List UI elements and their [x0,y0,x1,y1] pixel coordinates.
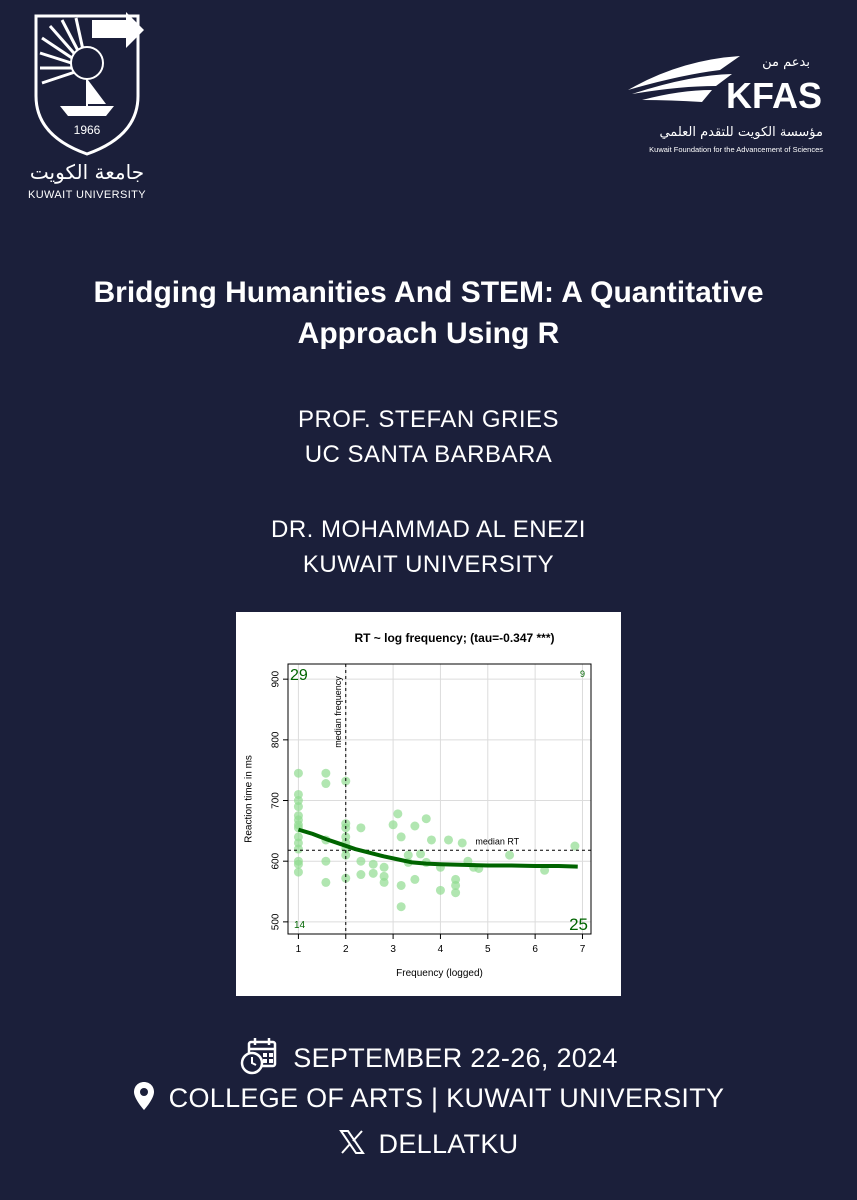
speaker-affiliation: KUWAIT UNIVERSITY [302,551,555,578]
event-venue-text: COLLEGE OF ARTS | KUWAIT UNIVERSITY [168,1083,725,1114]
data-point [458,838,467,847]
event-title-line2: Approach Using R [297,317,560,350]
data-point [321,878,330,887]
map-pin-icon [133,1081,155,1119]
calendar-clock-icon [239,1036,279,1084]
quadrant-count-bottom-right: 25 [569,915,588,934]
y-axis-label: Reaction time in ms [243,755,255,843]
x-tick-label: 7 [579,944,586,955]
data-point [380,863,389,872]
data-point [294,868,303,877]
data-point [369,860,378,869]
data-point [436,886,445,895]
chart-figure [236,612,621,996]
y-tick-label: 900 [270,670,282,688]
y-tick-label: 500 [270,913,282,931]
x-logo-icon [339,1129,365,1163]
data-point [570,842,579,851]
social-handle-text[interactable]: DELLATKU [378,1129,519,1159]
data-point [321,779,330,788]
data-point [294,845,303,854]
ku-name-english: KUWAIT UNIVERSITY [27,189,147,201]
data-point [397,902,406,911]
speaker-1 [0,402,857,472]
y-tick-label: 800 [270,731,282,749]
x-tick-label: 3 [390,944,396,955]
data-point [389,820,398,829]
data-point [356,870,365,879]
event-date [0,1036,857,1084]
event-title [20,272,837,354]
ku-year: 1966 [73,123,101,137]
data-point [444,835,453,844]
social-handle[interactable] [0,1127,857,1163]
ku-name-arabic: جامعة الكويت [29,160,145,184]
median-rt-label: median RT [475,836,520,847]
quadrant-count-bottom-left: 14 [294,920,306,931]
x-tick-label: 1 [295,944,302,955]
kfas-supported-by: بدعم من [762,55,810,70]
speaker-name: PROF. STEFAN GRIES [297,406,560,433]
data-point [505,851,514,860]
x-axis-label: Frequency (logged) [396,968,483,979]
data-point [397,881,406,890]
y-tick-label: 700 [270,792,282,809]
data-point [294,860,303,869]
data-point [321,857,330,866]
x-tick-label: 6 [532,944,538,955]
data-point [422,814,431,823]
speaker-2 [0,512,857,582]
data-point [294,802,303,811]
event-venue [0,1081,857,1119]
data-point [380,878,389,887]
data-point [451,888,460,897]
scatter-chart [236,612,621,996]
speaker-affiliation: UC SANTA BARBARA [304,441,553,468]
data-point [321,769,330,778]
x-tick-label: 2 [342,944,349,955]
data-point [427,835,436,844]
kfas-name-english: Kuwait Foundation for the Advancement of Sciences [649,145,823,154]
event-title-line1: Bridging Humanities And STEM: A Quantitative [93,276,764,309]
data-point [397,832,406,841]
data-point [294,769,303,778]
data-point [356,857,365,866]
event-date-text: SEPTEMBER 22-26, 2024 [293,1043,618,1074]
quadrant-count-top-right: 9 [579,669,585,679]
kfas-name-arabic: مؤسسة الكويت للتقدم العلمي [659,125,823,140]
data-point [369,869,378,878]
data-point [410,822,419,831]
y-tick-label: 600 [270,852,282,870]
median-frequency-label: median frequency [332,676,343,748]
x-tick-label: 5 [485,944,491,955]
kfas-acronym: KFAS [725,75,822,116]
data-point [393,809,402,818]
chart-title: RT ~ log frequency; (tau=-0.347 ***) [354,631,555,645]
data-point [356,823,365,832]
kfas-logo [620,50,825,130]
x-tick-label: 4 [437,944,444,955]
quadrant-count-top-left: 29 [290,667,308,684]
speaker-name: DR. MOHAMMAD AL ENEZI [271,516,586,543]
kuwait-university-logo [22,8,152,158]
data-point [410,875,419,884]
